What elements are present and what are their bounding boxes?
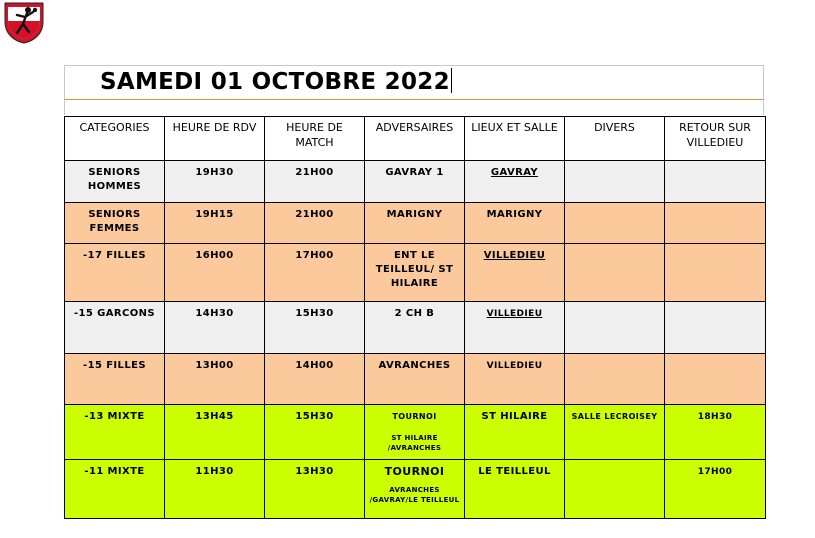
match-cell: 15H30 <box>265 302 365 354</box>
table-row <box>65 203 766 244</box>
col-header-match: HEURE DE MATCH <box>265 117 365 161</box>
return-cell: 17H00 <box>665 460 766 519</box>
opponent-cell <box>365 405 465 460</box>
opponent-detail: ST HILAIRE /AVRANCHES <box>387 434 442 452</box>
match-cell: 21H00 <box>265 161 365 203</box>
category-cell: -13 MIXTE <box>65 405 165 460</box>
return-cell <box>665 302 766 354</box>
category-cell: -17 FILLES <box>65 244 165 302</box>
return-cell <box>665 354 766 405</box>
misc-cell <box>565 244 665 302</box>
misc-cell <box>565 460 665 519</box>
match-cell: 14H00 <box>265 354 365 405</box>
table-row <box>65 244 766 302</box>
opponent-cell <box>365 460 465 519</box>
col-header-categories: CATEGORIES <box>65 117 165 161</box>
misc-cell <box>565 302 665 354</box>
venue-cell: VILLEDIEU <box>465 354 565 405</box>
misc-cell <box>565 203 665 244</box>
return-cell: 18H30 <box>665 405 766 460</box>
venue-cell: ST HILAIRE <box>465 405 565 460</box>
header-row <box>65 117 766 161</box>
category-cell: -11 MIXTE <box>65 460 165 519</box>
col-header-rdv: HEURE DE RDV <box>165 117 265 161</box>
misc-cell: SALLE LECROISEY <box>565 405 665 460</box>
rdv-cell: 19H15 <box>165 203 265 244</box>
category-cell: SENIORS HOMMES <box>65 161 165 203</box>
table-row <box>65 405 766 460</box>
venue-cell: VILLEDIEU <box>465 302 565 354</box>
category-cell: -15 FILLES <box>65 354 165 405</box>
rdv-cell: 11H30 <box>165 460 265 519</box>
return-cell <box>665 161 766 203</box>
match-cell: 17H00 <box>265 244 365 302</box>
opponent-cell: MARIGNY <box>365 203 465 244</box>
return-cell <box>665 203 766 244</box>
match-cell: 21H00 <box>265 203 365 244</box>
table-row <box>65 354 766 405</box>
category-cell: SENIORS FEMMES <box>65 203 165 244</box>
rdv-cell: 16H00 <box>165 244 265 302</box>
opponent-cell: GAVRAY 1 <box>365 161 465 203</box>
match-cell: 13H30 <box>265 460 365 519</box>
table-row <box>65 460 766 519</box>
title-box[interactable] <box>64 65 764 100</box>
rdv-cell: 13H45 <box>165 405 265 460</box>
venue-cell: VILLEDIEU <box>465 244 565 302</box>
return-cell <box>665 244 766 302</box>
col-header-misc: DIVERS <box>565 117 665 161</box>
opponent-label: TOURNOI <box>384 465 445 478</box>
col-header-return: RETOUR SUR VILLEDIEU <box>665 117 766 161</box>
venue-cell: LE TEILLEUL <box>465 460 565 519</box>
col-header-venue: LIEUX ET SALLE <box>465 117 565 161</box>
text-cursor <box>451 68 452 93</box>
rdv-cell: 19H30 <box>165 161 265 203</box>
misc-cell <box>565 161 665 203</box>
misc-cell <box>565 354 665 405</box>
page-title: SAMEDI 01 OCTOBRE 2022 <box>100 69 450 95</box>
opponent-detail: AVRANCHES /GAVRAY/LE TEILLEUL <box>369 486 460 504</box>
schedule-table <box>64 116 766 519</box>
match-cell: 15H30 <box>265 405 365 460</box>
opponent-cell: AVRANCHES <box>365 354 465 405</box>
opponent-cell: 2 CH B <box>365 302 465 354</box>
rdv-cell: 13H00 <box>165 354 265 405</box>
club-logo <box>2 0 46 44</box>
col-header-opponents: ADVERSAIRES <box>365 117 465 161</box>
table-row <box>65 302 766 354</box>
category-cell: -15 GARCONS <box>65 302 165 354</box>
opponent-cell: ENT LE TEILLEUL/ ST HILAIRE <box>365 244 465 302</box>
rdv-cell: 14H30 <box>165 302 265 354</box>
table-row <box>65 161 766 203</box>
venue-cell: MARIGNY <box>465 203 565 244</box>
opponent-label: TOURNOI <box>392 412 437 421</box>
venue-cell: GAVRAY <box>465 161 565 203</box>
title-spacer <box>64 100 764 115</box>
